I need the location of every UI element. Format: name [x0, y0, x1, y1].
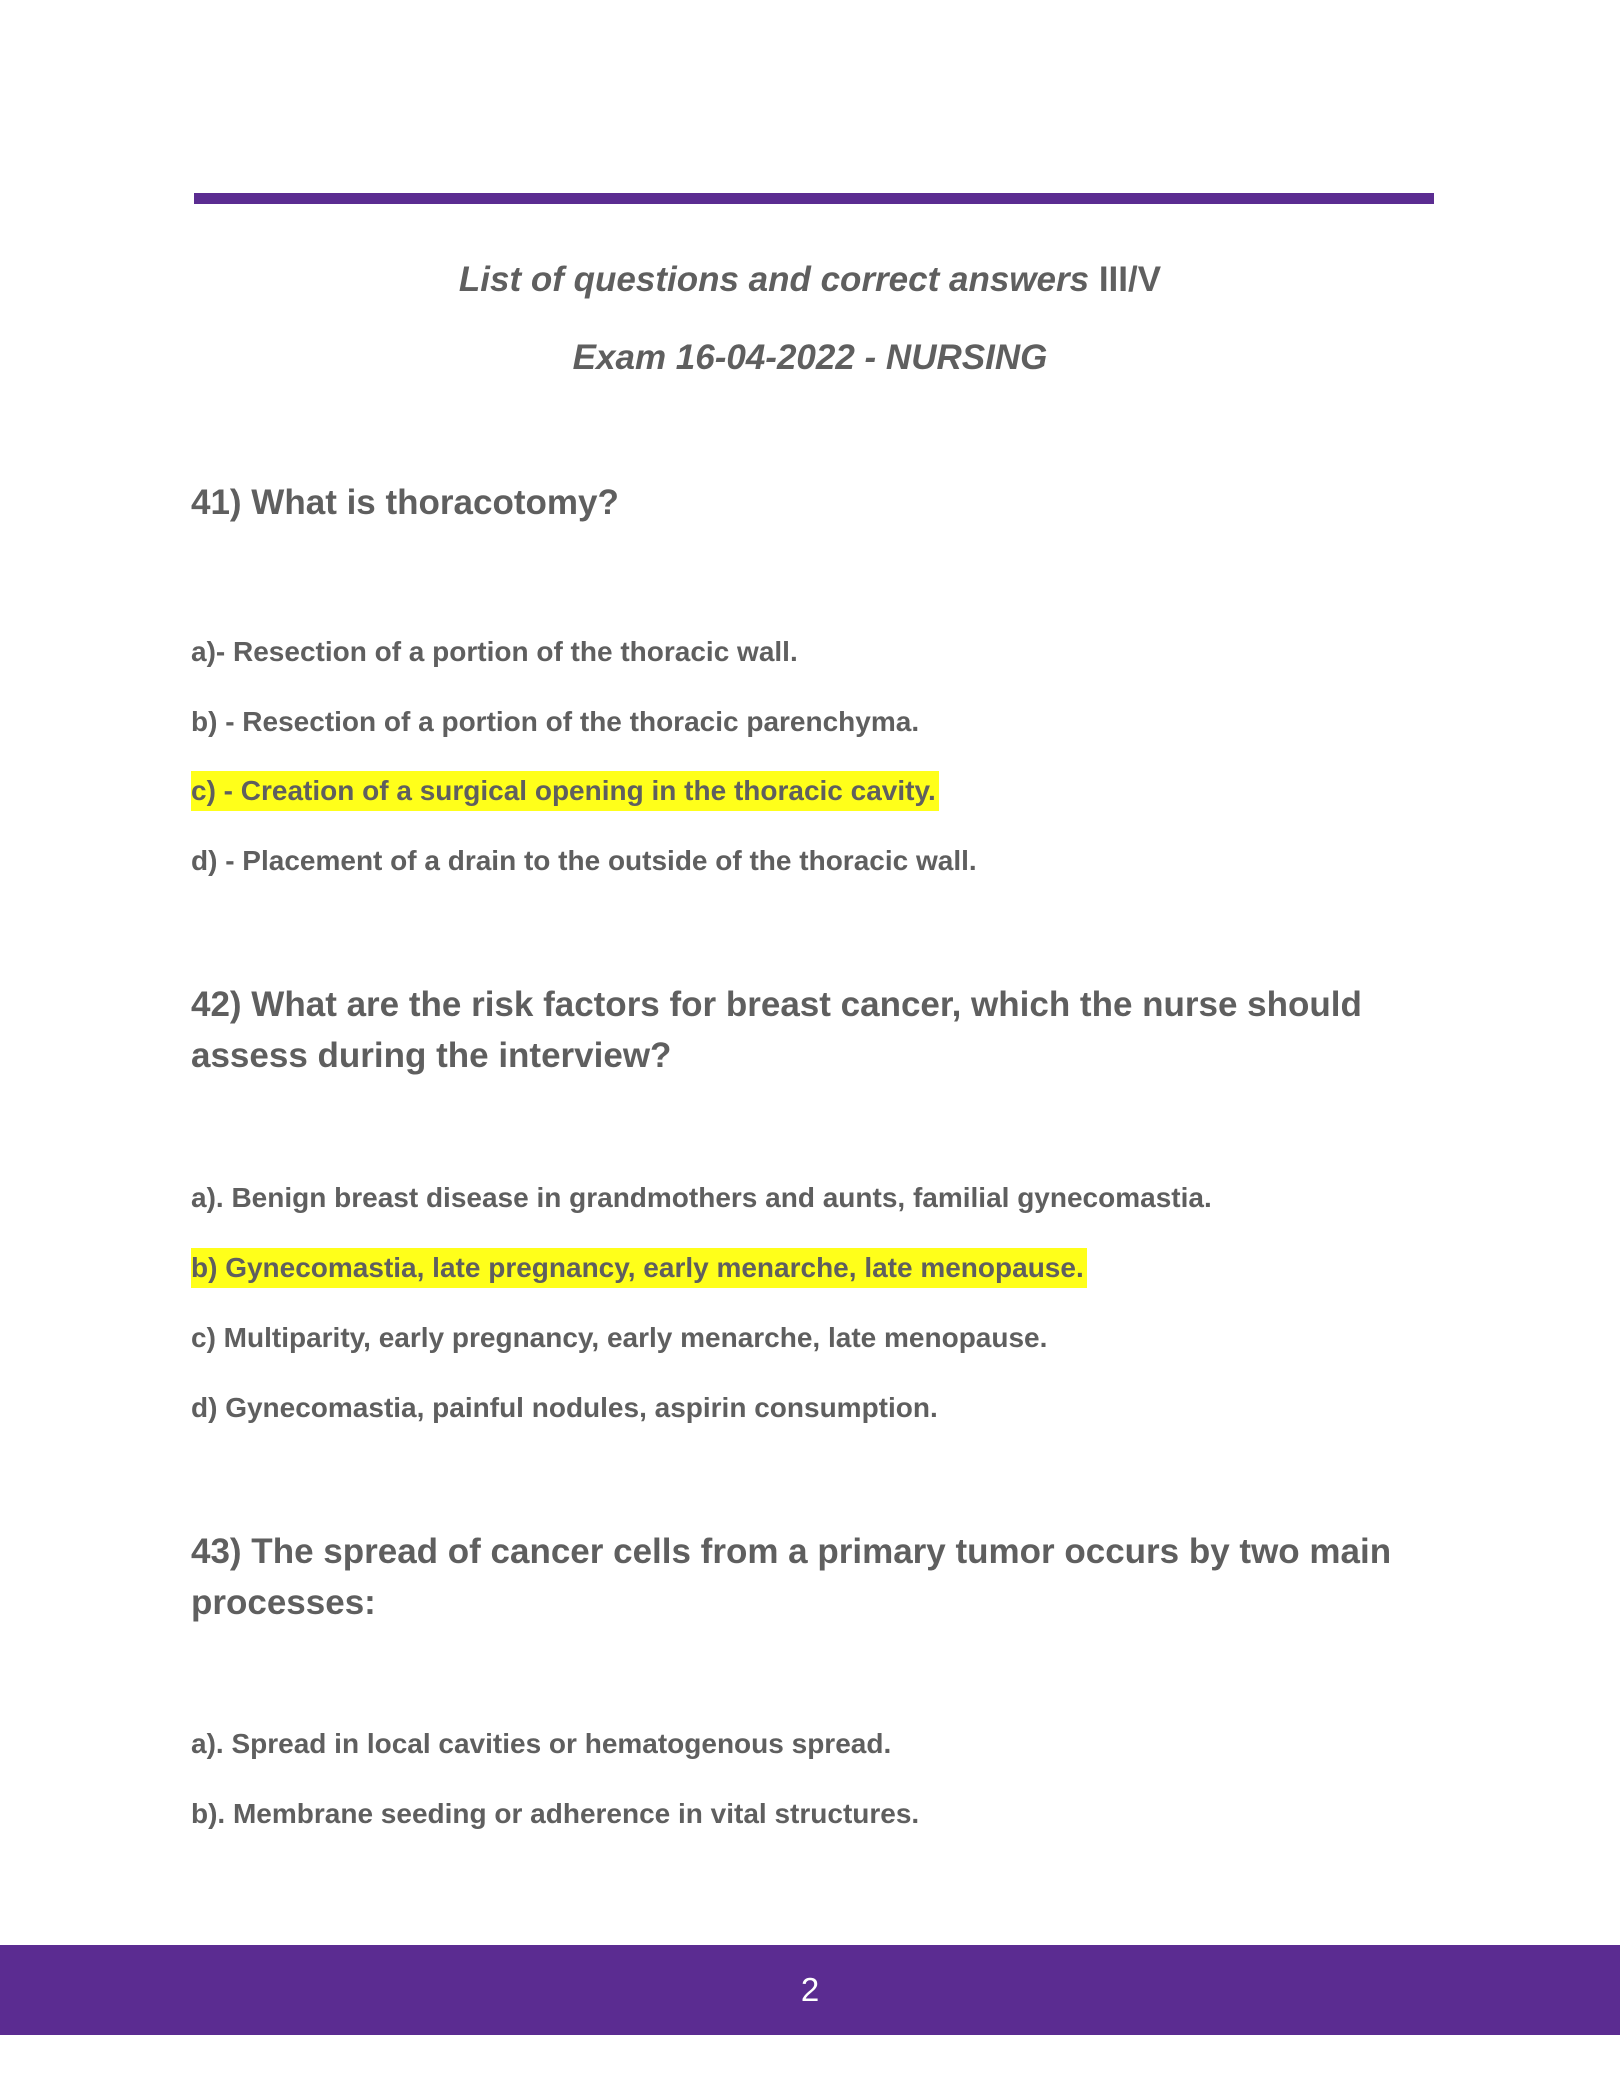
answer-option: b). Membrane seeding or adherence in vital structures. [191, 1798, 920, 1829]
document-title [0, 254, 1620, 306]
answer-option: d) Gynecomastia, painful nodules, aspirin consumption. [191, 1392, 938, 1423]
correct-answer-option: c) - Creation of a surgical opening in the thoracic cavity. [191, 771, 939, 811]
document-title-text: List of questions and correct answers [458, 260, 1090, 299]
answer-option: a). Benign breast disease in grandmothers and aunts, familial gynecomastia. [191, 1182, 1212, 1213]
document-subtitle: Exam 16-04-2022 - NURSING [572, 338, 1048, 377]
question-42: 42) What are the risk factors for breast cancer, which the nurse should assess during the interview? [191, 985, 1362, 1075]
correct-answer-option: b) Gynecomastia, late pregnancy, early menarche, late menopause. [191, 1248, 1087, 1288]
answer-option: a)- Resection of a portion of the thoracic wall. [191, 636, 798, 667]
document-title-part: III/V [1098, 260, 1162, 299]
answer-option: a). Spread in local cavities or hematogenous spread. [191, 1728, 892, 1759]
answer-option: b) - Resection of a portion of the thoracic parenchyma. [191, 706, 920, 737]
question-41: 41) What is thoracotomy? [191, 483, 619, 522]
footer-bar [0, 1945, 1620, 2035]
question-43: 43) The spread of cancer cells from a primary tumor occurs by two main processes: [191, 1532, 1392, 1622]
answer-option: c) Multiparity, early pregnancy, early menarche, late menopause. [191, 1322, 1048, 1353]
page-number: 2 [800, 1971, 820, 2008]
answer-option: d) - Placement of a drain to the outside of the thoracic wall. [191, 845, 977, 876]
header-rule [194, 193, 1434, 204]
